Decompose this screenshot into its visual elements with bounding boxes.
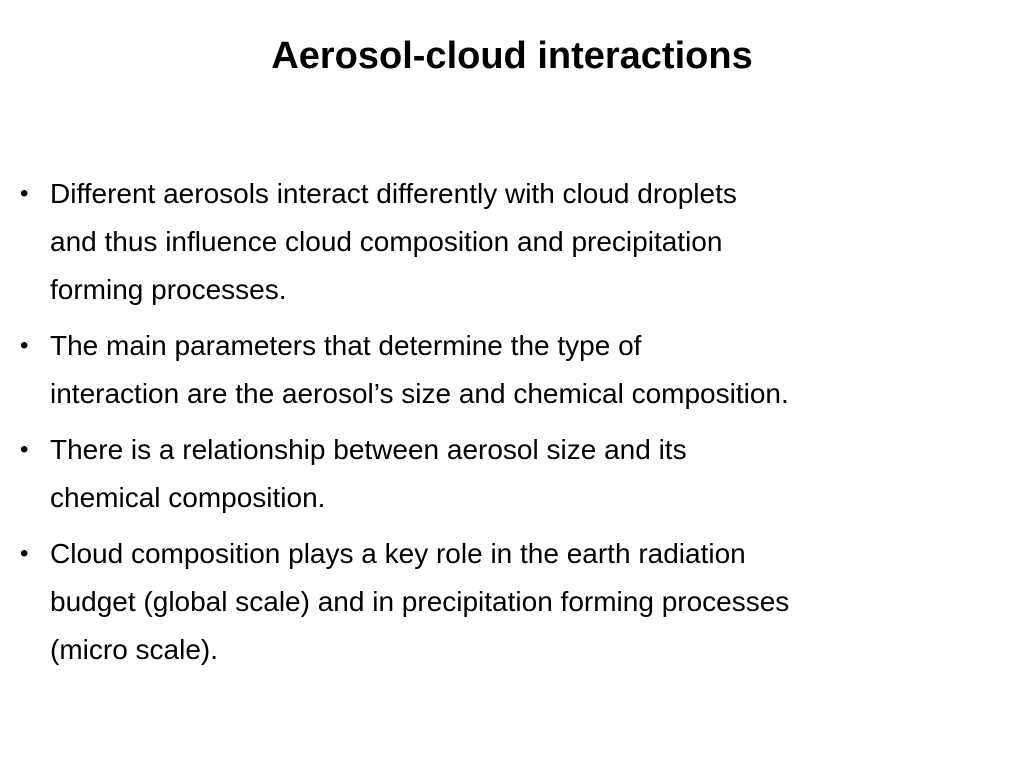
bullet-text [50, 170, 1014, 314]
bullet-line: Cloud composition plays a key role in the earth radiation [50, 538, 746, 569]
bullet-item [20, 170, 1014, 314]
bullet-line: There is a relationship between aerosol size and its [50, 434, 687, 465]
bullet-line: The main parameters that determine the type of [50, 330, 642, 361]
bullet-line: and thus influence cloud composition and precipitation [50, 226, 723, 257]
bullet-marker: • [20, 332, 29, 359]
bullet-marker: • [20, 436, 29, 463]
bullet-list [20, 170, 1014, 682]
bullet-marker: • [20, 540, 29, 567]
slide-title: Aerosol-cloud interactions [271, 35, 753, 77]
bullet-line: forming processes. [50, 274, 287, 305]
bullet-item [20, 426, 1014, 522]
bullet-text [50, 530, 1014, 674]
bullet-marker: • [20, 180, 29, 207]
bullet-line: (micro scale). [50, 634, 219, 665]
bullet-line: interaction are the aerosol’s size and chemical composition. [50, 378, 789, 409]
bullet-item [20, 322, 1014, 418]
bullet-line: budget (global scale) and in precipitation forming processes [50, 586, 790, 617]
bullet-line: Different aerosols interact differently with cloud droplets [50, 178, 737, 209]
bullet-text [50, 426, 1014, 522]
bullet-text [50, 322, 1014, 418]
bullet-item [20, 530, 1014, 674]
bullet-line: chemical composition. [50, 482, 326, 513]
